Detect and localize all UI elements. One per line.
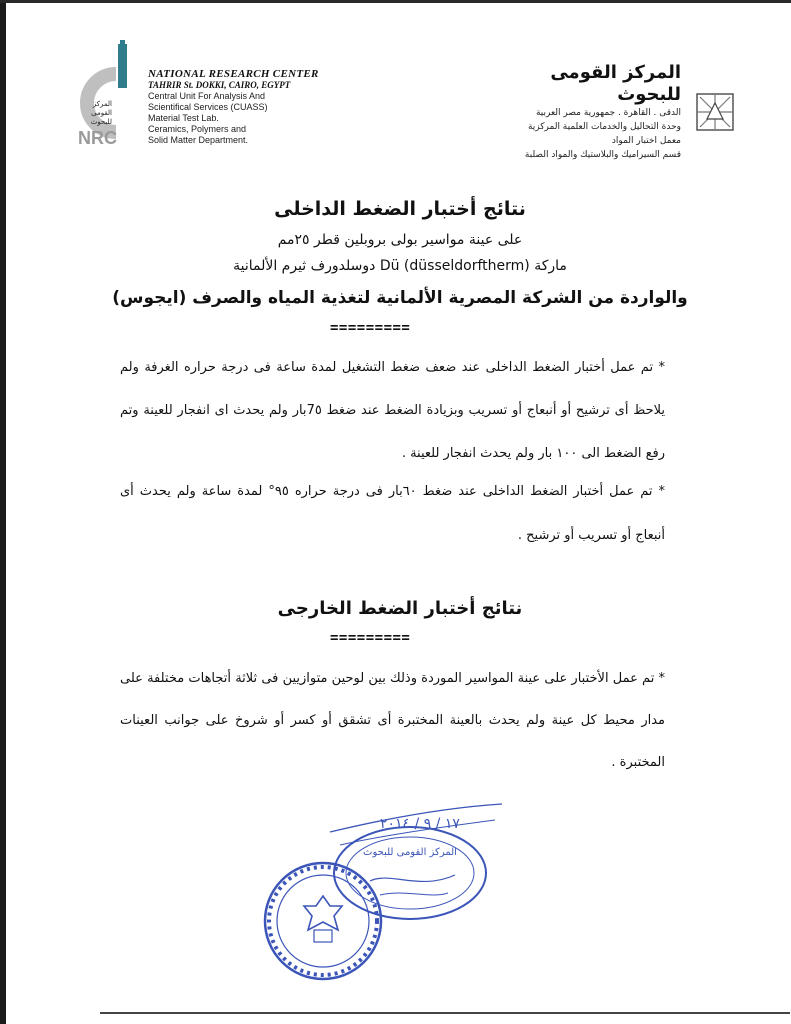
header-en-line: Solid Matter Department. bbox=[148, 135, 249, 145]
internal-test-paragraph-2: * تم عمل أختبار الضغط الداخلى عند ضغط ٦٠بار فى درجة حراره ٩٥° لمدة ساعة ولم يحدث أى أنبعاج أو تسريب أو ترشيح . bbox=[120, 484, 665, 543]
header-ar-line: وحدة التحاليل والخدمات العلمية المركزية bbox=[527, 122, 681, 132]
brand-line: ماركة (düsseldorftherm) Dü دوسلدورف ثيرم الألمانية bbox=[233, 258, 567, 274]
header-arabic bbox=[481, 62, 681, 162]
external-test-paragraph: * تم عمل الأختبار على عينة المواسير الموردة وذلك بين لوحين متوازيين فى ثلاثة أتجاهات مختلفة على مدار محيط كل عينة ولم يحدث بالعينة المختبرة أى تشقق أو كسر أو شروخ على جوانب العينات المختبرة . bbox=[120, 671, 665, 770]
internal-test-paragraph-1: * تم عمل أختبار الضغط الداخلى عند ضعف ضغط التشغيل لمدة ساعة فى درجة حراره الغرفة ولم يلاحظ أى ترشيح أو أنبعاج أو تسريب وبزيادة الضغط عند ضغط 7٥بار ولم يحدث اى انفجار للعينة وتم رفع الضغط الى ١٠٠ بار ولم يحدث انفجار للعينة . bbox=[120, 360, 665, 461]
header-en-line: Scientifical Services (CUASS) bbox=[148, 102, 268, 112]
center-name-en: NATIONAL RESEARCH CENTER bbox=[148, 68, 319, 80]
header-en-line: Material Test Lab. bbox=[148, 113, 219, 123]
header-english bbox=[148, 68, 348, 146]
handwritten-date-text: ١٧ / ٩ / ٢٠١٤ bbox=[380, 816, 460, 832]
center-name-ar: المركز القومى للبحوث bbox=[550, 62, 681, 105]
logo-arabic-line-1: المركز bbox=[92, 100, 112, 108]
center-address-en: TAHRIR St. DOKKI, CAIRO, EGYPT bbox=[148, 80, 291, 90]
bottom-rule bbox=[100, 1012, 790, 1014]
header-ar-line: قسم السيراميك والبلاستيك والمواد الصلبة bbox=[524, 150, 681, 160]
signature-note: المركز القومى للبحوث bbox=[363, 847, 457, 858]
official-seal bbox=[262, 860, 384, 982]
external-test-title: نتائج أختبار الضغط الخارجى bbox=[277, 598, 523, 619]
supplier-line: والواردة من الشركة المصرية الألمانية لتغذية المياه والصرف (ايجوس) bbox=[112, 288, 688, 308]
nrc-logo bbox=[76, 40, 144, 150]
eagle-emblem-icon bbox=[304, 896, 342, 930]
logo-arabic-line-3: للبحوث bbox=[90, 118, 112, 126]
sample-description: على عينة مواسير بولى بروبلين قطر ٢٥مم bbox=[277, 232, 523, 248]
separator: ========= bbox=[330, 630, 411, 646]
header-en-line: Ceramics, Polymers and bbox=[148, 124, 247, 134]
logo-arabic-line-2: القومى bbox=[91, 109, 112, 117]
scan-edge-top bbox=[0, 0, 791, 3]
header-ar-line: معمل اختبار المواد bbox=[611, 136, 681, 146]
separator: ========= bbox=[330, 320, 411, 336]
logo-nrc-text: NRC bbox=[78, 128, 117, 148]
lab-emblem-icon bbox=[696, 93, 734, 131]
header-ar-line: الدقى . القاهرة . جمهورية مصر العربية bbox=[535, 108, 681, 118]
header-en-line: Central Unit For Analysis And bbox=[148, 91, 266, 101]
scan-edge-left bbox=[0, 0, 6, 1024]
internal-test-title: نتائج أختبار الضغط الداخلى bbox=[274, 198, 526, 220]
